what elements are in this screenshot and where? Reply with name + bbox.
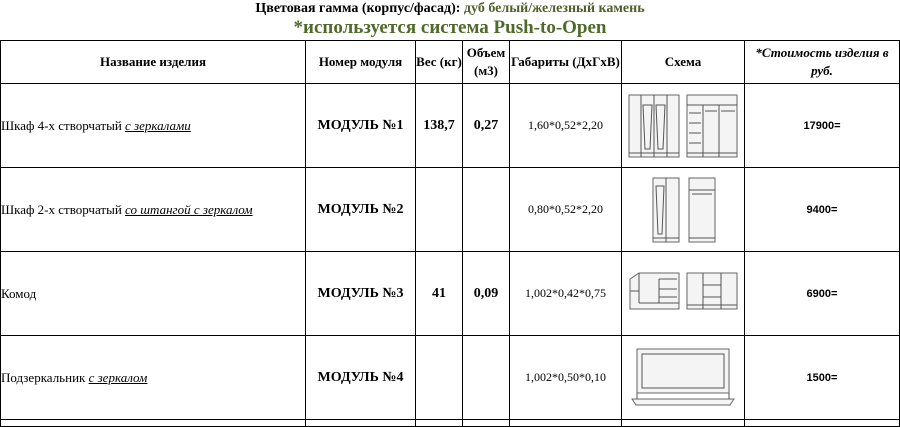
dimensions-value: 0,80*0,52*2,20 (510, 168, 622, 252)
scheme-cell (622, 252, 745, 336)
table-row (1, 84, 900, 168)
product-name: Шкаф 2-х створчатый (1, 201, 122, 217)
product-name-cell (1, 336, 306, 420)
product-name-sub: с зеркалами (125, 117, 191, 133)
product-name-sub: с зеркалом (88, 369, 148, 385)
col-header-scheme: Схема (622, 41, 745, 84)
volume-value: 0,09 (463, 252, 510, 336)
mirror-shelf-scheme-icon (627, 345, 739, 411)
product-name-cell (1, 252, 306, 336)
dimensions-value: 1,60*0,52*2,20 (510, 84, 622, 168)
table-row-partial (1, 420, 900, 427)
col-header-name: Название изделия (1, 41, 306, 84)
module-number: МОДУЛЬ №1 (306, 84, 416, 168)
dresser-scheme-icon (627, 269, 739, 319)
col-header-module: Номер модуля (306, 41, 416, 84)
table-row (1, 336, 900, 420)
weight-value (416, 168, 463, 252)
volume-value (463, 336, 510, 420)
volume-value (463, 168, 510, 252)
table-row (1, 252, 900, 336)
weight-value: 138,7 (416, 84, 463, 168)
color-label: Цветовая гамма (корпус/фасад): (255, 1, 461, 16)
price-value: 9400= (745, 168, 900, 252)
module-number: МОДУЛЬ №4 (306, 336, 416, 420)
module-number: МОДУЛЬ №3 (306, 252, 416, 336)
col-header-dims: Габариты (ДхГхВ) (510, 41, 622, 84)
wardrobe-2-door-scheme-icon (643, 174, 723, 246)
product-name-cell (1, 84, 306, 168)
weight-value: 41 (416, 252, 463, 336)
volume-value: 0,27 (463, 84, 510, 168)
scheme-cell (622, 336, 745, 420)
col-header-weight: Вес (кг) (416, 41, 463, 84)
product-name-cell (1, 168, 306, 252)
price-value: 6900= (745, 252, 900, 336)
product-name-sub: со штангой с зеркалом (125, 201, 253, 217)
weight-value (416, 336, 463, 420)
push-to-open-note: *используется система Push-to-Open (293, 17, 607, 38)
product-name: Шкаф 4-х створчатый (1, 117, 122, 133)
dimensions-value: 1,002*0,50*0,10 (510, 336, 622, 420)
table-row (1, 168, 900, 252)
price-table (0, 40, 900, 427)
product-name: Комод (1, 285, 37, 301)
col-header-price: *Стоимость изделия в руб. (745, 41, 900, 84)
color-value: дуб белый/железный камень (463, 1, 645, 16)
product-name: Подзеркальник (1, 369, 86, 385)
col-header-volume: Объем (м3) (463, 41, 510, 84)
scheme-cell (622, 84, 745, 168)
price-value: 17900= (745, 84, 900, 168)
color-scheme-line (0, 0, 900, 17)
table-header-row (1, 41, 900, 84)
wardrobe-4-door-scheme-icon (627, 91, 739, 161)
module-number: МОДУЛЬ №2 (306, 168, 416, 252)
price-value: 1500= (745, 336, 900, 420)
dimensions-value: 1,002*0,42*0,75 (510, 252, 622, 336)
scheme-cell (622, 168, 745, 252)
